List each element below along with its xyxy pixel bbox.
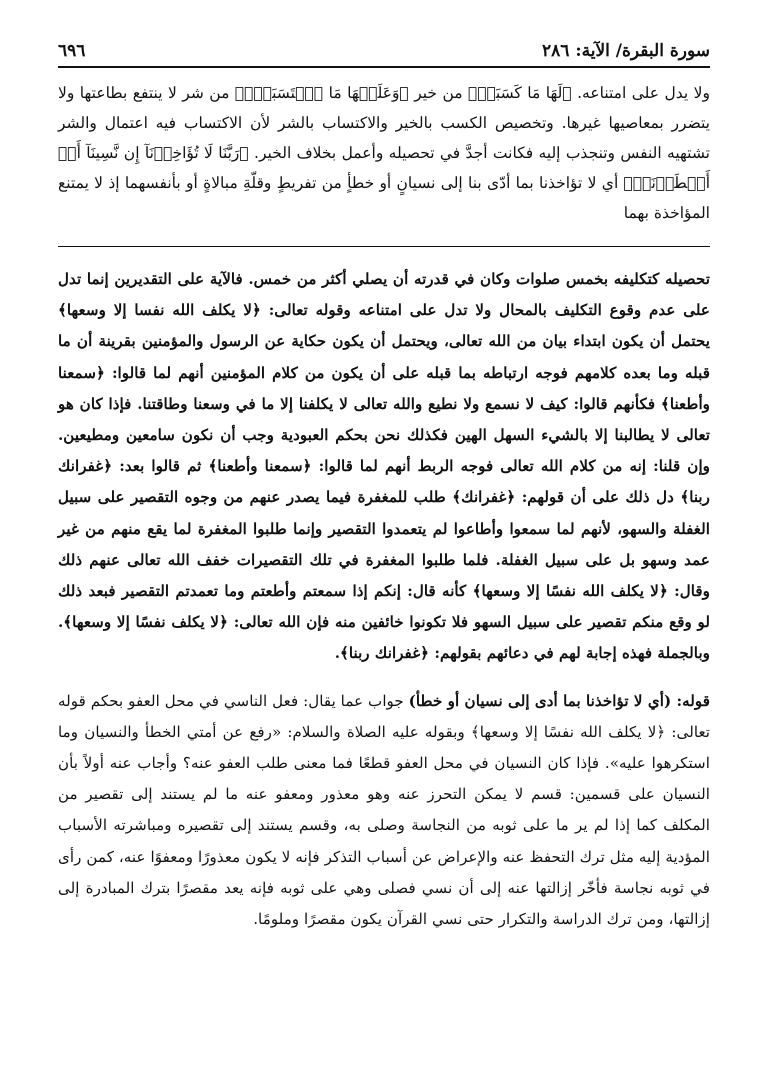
page-number: ٦٩٦ bbox=[58, 41, 86, 61]
page-header bbox=[58, 38, 710, 64]
chapter-reference: سورة البقرة/ الآية: ٢٨٦ bbox=[542, 41, 710, 61]
commentary-paragraph-2 bbox=[58, 686, 710, 936]
section-divider bbox=[58, 246, 710, 247]
quran-tafsir-text: ولا يدل على امتناعه. ﴿لَهَا مَا كَسَبَتۡ﴾ من خير ﴿وَعَلَيۡهَا مَا ٱكۡتَسَبَتۡۗ﴾ من شر لا ينتفع بطاعتها ولا يتضرر بمعاصيها غيرها. وتخصيص الكسب بالخير والاكتساب بالشر لأن الاكتساب فيه اعتمال والشر تشتهيه النفس وتنجذب إليه فكانت أجدَّ في تحصيله وأعمل بخلاف الخير. ﴿رَبَّنَا لَا تُؤَاخِذۡنَآ إِن نَّسِينَآ أَوۡ أَخۡطَأۡنَاۚ﴾ أي لا تؤاخذنا بما أدّى بنا إلى نسيانٍ أو خطأٍ من تفريطٍ وقلّةِ مبالاةٍ أو بأنفسهما إذ لا يمتنع المؤاخذة بهما bbox=[58, 84, 710, 222]
header-divider bbox=[58, 66, 710, 68]
commentary-lead-phrase: قوله: (أي لا تؤاخذنا بما أدى إلى نسيان أو خطأ) bbox=[408, 691, 710, 710]
commentary-paragraph-2-body: جواب عما يقال: فعل الناسي في محل العفو بحكم قوله تعالى: ﴿لا يكلف الله نفسًا إلا وسعها﴾ وبقوله عليه الصلاة والسلام: «رفع عن أمتي الخطأ والنسيان وما استكرهوا عليه». فإذا كان النسيان في محل العفو قطعًا فما معنى طلب العفو عنه؟ وأجاب عنه أولاً بأن النسيان على قسمين: قسم لا يمكن التحرز عنه وهو معذور ومعفو عنه ما لم يستند إلى تقصير من المكلف كما إذا لم ير ما على ثوبه من النجاسة وصلى به، وقسم يستند إلى تقصيره ومباشرته الأسباب المؤدية إليه مثل ترك التحفظ عنه والإعراض عن أسباب التذكر فإنه لا يكون معذورًا ومعفوًا عنه، كمن رأى في ثوبه نجاسة فأخّر إزالتها عنه إلى أن نسي فصلى وهي على ثوبه فإنه يعد مقصرًا بترك المبادرة إلى إزالتها، ومن ترك الدراسة والتكرار حتى نسي القرآن يكون مقصرًا وملومًا. bbox=[58, 691, 710, 929]
commentary-section bbox=[58, 264, 710, 935]
commentary-paragraph-1: تحصيله كتكليفه بخمس صلوات وكان في قدرته أن يصلي أكثر من خمس. فالآية على التقديرين إنما تدل على عدم وقوع التكليف بالمحال ولا تدل على امتناعه وقوله تعالى: ﴿لا يكلف الله نفسا إلا وسعها﴾ يحتمل أن يكون ابتداء بيان من الله تعالى، ويحتمل أن يكون حكاية عن الرسول والمؤمنين بقرينة أن ما قبله وما بعده كلامهم فوجه ارتباطه بما قبله على أن يكون من كلام المؤمنين أنهم لما قالوا: ﴿سمعنا وأطعنا﴾ فكأنهم قالوا: كيف لا نسمع ولا نطيع والله تعالى لا يكلفنا إلا ما في وسعنا وطاقتنا. فإذا كان هو تعالى لا يطالبنا إلا بالشيء السهل الهين فكذلك نحن بحكم العبودية وجب أن نكون سامعين ومطيعين. وإن قلنا: إنه من كلام الله تعالى فوجه الربط أنهم لما قالوا: ﴿سمعنا وأطعنا﴾ ثم قالوا بعد: ﴿غفرانك ربنا﴾ دل ذلك على أن قولهم: ﴿غفرانك﴾ طلب للمغفرة فيما يصدر عنهم من وجوه التقصير على سبيل الغفلة والسهو، لأنهم لما سمعوا وأطاعوا لم يتعمدوا التقصير وإنما طلبوا المغفرة لما يقع منهم من غير عمد وسهو بل على سبيل الغفلة. فلما طلبوا المغفرة في تلك التقصيرات خفف الله تعالى عنهم ذلك وقال: ﴿لا يكلف الله نفسًا إلا وسعها﴾ كأنه قال: إنكم إذا سمعتم وأطعتم وما تعمدتم التقصير فبعد ذلك لو وقع منكم تقصير على سبيل السهو فلا تكونوا خائفين منه فإن الله تعالى: ﴿لا يكلف نفسًا إلا وسعها﴾. وبالجملة فهذه إجابة لهم في دعائهم بقولهم: ﴿غفرانك ربنا﴾. bbox=[58, 270, 710, 663]
